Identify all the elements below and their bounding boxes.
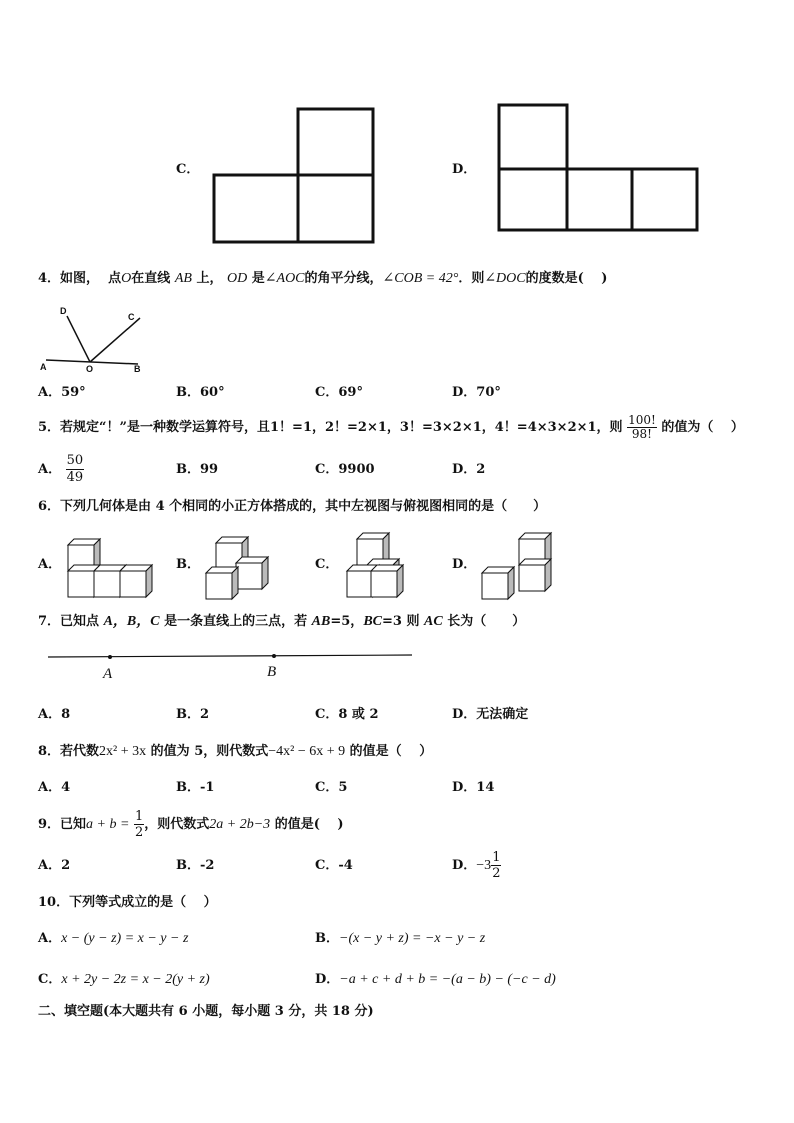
q4-option-d: D．70° <box>452 385 501 400</box>
q4-label-d: D <box>60 306 67 316</box>
q9-option-b: B．-2 <box>176 858 215 873</box>
q7-option-d: D．无法确定 <box>452 707 529 722</box>
q10-stem: 10．下列等式成立的是（ ） <box>38 895 217 910</box>
q4-label-b: B <box>134 364 141 374</box>
q8-option-d: D．14 <box>452 780 495 795</box>
q8-stem: 8．若代数2x² + 3x 的值为 5，则代数式−4x² − 6x + 9 的值是（ ） <box>38 744 433 759</box>
q10-option-b: B．−(x − y + z) = −x − y − z <box>315 931 486 946</box>
q5-option-c: C．9900 <box>315 462 375 477</box>
q4-label-c: C <box>128 312 135 322</box>
q4-option-a: A．59° <box>38 385 86 400</box>
q5-stem: 5．若规定“！”是一种数学运算符号，且1！=1，2！=2×1，3！=3×2×1，4！=4×3×2×1，则 $\frac{100!}{98!}$ 的值为（ ） <box>38 413 744 441</box>
q6-option-b-label: B． <box>176 557 200 572</box>
q10-option-a: A．x − (y − z) = x − y − z <box>38 931 189 946</box>
q10-option-c: C．x + 2y − 2z = x − 2(y + z) <box>38 972 210 987</box>
q5-fraction: $\frac{100!}{98!}$ <box>628 413 656 441</box>
q5-option-a: A． $\frac{50}{49}$ <box>38 453 84 485</box>
q10-option-d: D．−a + c + d + b = −(a − b) − (−c − d) <box>315 972 556 987</box>
q6-option-d-label: D． <box>452 557 477 572</box>
q8-option-c: C．5 <box>315 780 348 795</box>
q9-option-d: D．−3 $\frac{1}{2}$ <box>452 850 501 881</box>
q7-point-a: A <box>103 666 113 682</box>
q6-stem: 6．下列几何体是由 4 个相同的小正方体搭成的，其中左视图与俯视图相同的是（ ） <box>38 499 547 514</box>
q8-option-b: B．-1 <box>176 780 215 795</box>
q9-option-a: A．2 <box>38 858 71 873</box>
q9-stem: 9．已知a + b = $\frac{1}{2}$ ，则代数式2a + 2b−3 的值是( ) <box>38 809 344 840</box>
q4-stem: 4．如图， 点O在直线 AB 上， OD 是∠AOC的角平分线，∠COB = 42°．则∠DOC的度数是( ) <box>38 271 608 286</box>
q7-option-a: A．8 <box>38 707 71 722</box>
q7-point-b: B <box>267 664 277 680</box>
q4-label-a: A <box>40 362 47 372</box>
q7-stem: 7．已知点 A，B，C 是一条直线上的三点，若 AB=5，BC=3 则 AC 长为（ ） <box>38 614 526 629</box>
q3-option-c-label: C． <box>176 162 200 177</box>
q7-option-b: B．2 <box>176 707 210 722</box>
q4-option-b: B．60° <box>176 385 225 400</box>
q6-option-c-label: C． <box>315 557 339 572</box>
q5-option-b: B．99 <box>176 462 219 477</box>
q5-option-d: D．2 <box>452 462 486 477</box>
q8-option-a: A．4 <box>38 780 71 795</box>
q7-option-c: C．8 或 2 <box>315 707 379 722</box>
q4-label-o: O <box>86 364 94 374</box>
q4-option-c: C．69° <box>315 385 363 400</box>
q3-option-d-label: D． <box>452 162 477 177</box>
section-2-heading: 二、填空题(本大题共有 6 小题，每小题 3 分，共 18 分) <box>38 1004 374 1019</box>
q6-option-a-label: A． <box>38 557 62 572</box>
q9-option-c: C．-4 <box>315 858 353 873</box>
